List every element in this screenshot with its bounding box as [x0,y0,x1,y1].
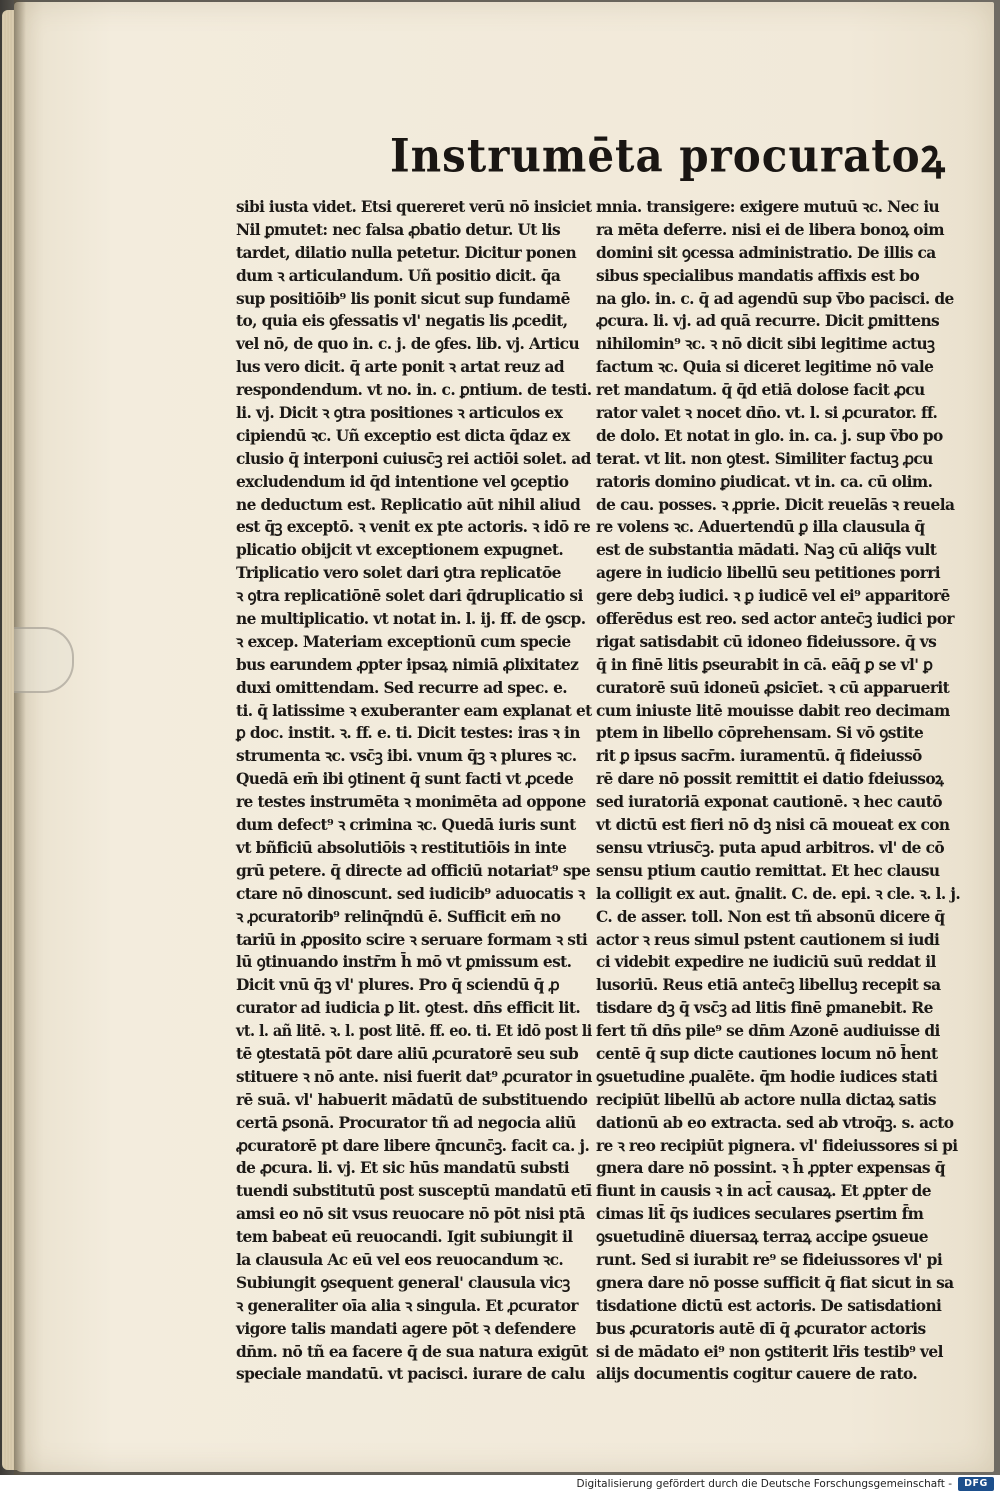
text-line: actor ꝛ reus simul pstent cautionem si iudi [596,930,940,949]
text-line: ꝛ excep. Materiam exceptionū cum specie [236,632,571,651]
text-line: clusio q̄ interponi cuiusc̄ꝫ rei actiōi solet. ad [236,449,591,468]
text-line: de cau. posses. ꝛ ꝓprie. Dicit reuelās ꝛ reuela [596,495,955,514]
text-line: dationū ab eo extracta. sed ab vtroq̄ꝫ. s. acto [596,1113,954,1132]
running-head: Instrumēta procuratoꝝ [390,128,946,183]
text-line: sensu vtriusc̄ꝫ. puta apud arbitros. vl' de cō [596,838,945,857]
gutter-shadow [14,0,26,1475]
text-line: q̄ in finē litis ꝑseurabit in cā. eāq̄ ꝑ se vl' ꝑ [596,655,933,674]
text-line: lū ꝯtinuando instr̄m h̄ mō vt ꝑmissum est. [236,953,572,972]
text-line: rē dare nō possit remittit ei datio fdeiussoꝝ [596,770,944,789]
text-line: offerēdus est reo. sed actor antec̄ꝫ iudici por [596,610,954,629]
text-line: amsi eo nō sit vsus reuocare nō pōt nisi ptā [236,1205,585,1224]
text-line: rator valet ꝛ nocet dn̄o. vt. l. si ꝓcurator. ff. [596,404,938,423]
text-line: ti. q̄ latissime ꝛ exuberanter eam explanat et [236,701,592,720]
text-line: ratoris domino ꝑiudicat. vt in. ca. cū olim. [596,472,933,491]
text-line: ꝯsuetudinē diuersaꝝ terraꝝ accipe ꝯsueue [596,1228,928,1247]
text-line: Quedā em̄ ibi ꝯtinent q̄ sunt facti vt ꝓcede [236,770,574,789]
text-line: re ꝛ reo recipiūt pignera. vl' fideiussores si pi [596,1136,958,1155]
text-line: ci videbit expedire ne iudiciū suū reddat il [596,953,936,972]
text-line: la colligit ex aut. ḡnalit. C. de. epi. ꝛ cle. ꝛ. l. j. [596,884,961,903]
text-line: na glo. in. c. q̄ ad agendū sup v̄bo pacisci. de [596,289,954,308]
text-line: vt dictū est fieri nō dꝫ nisi cā moueat ex con [596,816,950,835]
text-line: nihilomin⁹ ꝛc. ꝛ nō dicit sibi legitime actuꝫ [596,335,935,354]
text-line: gere debꝫ iudici. ꝛ ꝑ iudicē vel ei⁹ apparitorē [596,587,950,606]
text-line: agere in iudicio libellū seu petitiones porri [596,564,940,583]
dfg-logo: DFG [958,1477,994,1491]
text-line: recipiūt libellū ab actore nulla dictaꝝ satis [596,1090,936,1109]
text-line: cum iniuste litē mouisse dabit reo decimam [596,701,950,720]
text-line: ctare nō dinoscunt. sed iudicib⁹ aduocatis ꝛ [236,884,585,903]
text-line: dn̄m. nō tñ ea facere q̄ de sua natura exigūt [236,1342,588,1361]
text-line: ꝛ ꝓcuratorib⁹ relinq̄ndū ē. Sufficit em̄ no [236,907,561,926]
text-line: ra mēta deferre. nisi ei de libera bonoꝝ oim [596,220,944,239]
text-line: ꝛ generaliter oīa alia ꝛ singula. Et ꝓcurator [236,1296,578,1315]
text-line: Triplicatio vero solet dari ꝯtra replicatōe [236,564,561,583]
text-line: certā ꝑsonā. Procurator tñ ad negocia aliū [236,1113,576,1132]
text-line: est q̄ꝫ exceptō. ꝛ venit ex pte actoris. ꝛ idō re [236,518,591,537]
text-line: sup positiōib⁹ lis ponit sicut sup fundamē [236,289,570,308]
text-line: speciale mandatū. vt pacisci. iurare de calu [236,1365,585,1384]
text-line: plicatio obijcit vt exceptionem expugnet. [236,541,564,560]
text-line: ne multiplicatio. vt notat in. l. ij. ff. de ꝯscp. [236,610,586,629]
text-line: domini sit ꝯcessa administratio. De illis ca [596,243,936,262]
text-line: alijs documentis cogitur cauere de rato. [596,1365,918,1384]
text-line: dum defect⁹ ꝛ crimina ꝛc. Quedā iuris sunt [236,816,576,835]
text-line: stituere ꝛ nō ante. nisi fuerit dat⁹ ꝓcurator in [236,1067,592,1086]
text-line: mnia. transigere: exigere mutuū ꝛc. Nec iu [596,198,940,216]
text-line: gnera dare nō possint. ꝛ h̄ ꝓpter expensas q̄ [596,1159,945,1178]
left-text-column [236,196,592,1386]
text-line: duxi omittendam. Sed recurre ad spec. e. [236,678,568,697]
text-line: est de substantia mādati. Naꝫ cū aliq̄s vult [596,541,937,560]
text-line: ꝛ ꝯtra replicatiōnē solet dari q̄druplicatio si [236,587,583,606]
text-line: Subiungit ꝯsequent general' clausula vicꝫ [236,1273,570,1292]
text-line: ret mandatum. q̄ q̄d etiā dolose facit ꝓcu [596,381,925,400]
text-line: factum ꝛc. Quia si diceret legitime nō vale [596,358,934,377]
text-line: li. vj. Dicit ꝛ ꝯtra positiones ꝛ articulos ex [236,404,563,423]
text-line: fiunt in causis ꝛ in act̄ causaꝝ. Et ꝓpter de [596,1182,931,1201]
text-line: excludendum id q̄d intentione vel ꝯceptio [236,472,569,491]
right-text-column [596,196,972,1386]
text-line: sibi iusta videt. Etsi quereret verū nō insiciet [236,198,592,216]
text-line: gnera dare nō posse sufficit q̄ fiat sicut in sa [596,1273,954,1292]
page-clip-mark [14,627,74,693]
text-line: rigat satisdabit cū idoneo fideiussore. q̄ vs [596,632,937,651]
text-line: respondendum. vt no. in. c. ꝑntium. de testi. [236,381,592,400]
text-line: runt. Sed si iurabit re⁹ se fideiussores vl' pi [596,1250,943,1269]
text-line: tisdatione dictū est actoris. De satisdationi [596,1296,942,1315]
text-line: vigore talis mandati agere pōt ꝛ defendere [236,1319,576,1338]
text-line: la clausula Ac eū vel eos reuocandum ꝛc. [236,1250,564,1269]
text-line: tuendi substitutū post susceptū mandatū etī [236,1182,592,1201]
text-line: terat. vt lit. non ꝯtest. Similiter factuꝫ ꝓcu [596,449,933,468]
text-line: C. de asser. toll. Non est tñ absonū dicere q̄ [596,907,945,926]
text-line: tardet, dilatio nulla petetur. Dicitur ponen [236,243,577,262]
text-line: tē ꝯtestatā pōt dare aliū ꝓcuratorē seu sub [236,1044,579,1063]
text-line: vt. l. añ litē. ꝛ. l. post litē. ff. eo. ti. Et idō post li [236,1022,592,1041]
text-line: cipiendū ꝛc. Uñ exceptio est dicta q̄daz ex [236,426,570,445]
text-line: ptem in libello cōprehensam. Si vō ꝯstite [596,724,924,743]
text-line: Nil ꝑmutet: nec falsa ꝓbatio detur. Ut lis [236,220,561,239]
text-line: sibus specialibus mandatis affixis est bo [596,266,920,285]
text-line: centē q̄ sup dicte cautiones locum nō h̄ent [596,1044,938,1063]
text-line: to, quia eis ꝯfessatis vl' negatis lis ꝓcedit, [236,312,568,331]
text-line: bus ꝓcuratoris autē dī q̄ ꝓcurator actoris [596,1319,926,1338]
digitization-credit: Digitalisierung gefördert durch die Deutsche Forschungsgemeinschaft - [576,1478,952,1490]
text-line: lus vero dicit. q̄ arte ponit ꝛ artat reuz ad [236,358,564,377]
text-line: ꝯsuetudine ꝓualēte. q̄m hodie iudices stati [596,1067,938,1086]
text-line: ꝑ doc. instit. ꝛ. ff. e. ti. Dicit testes: iras ꝛ in [236,724,580,743]
text-line: dum ꝛ articulandum. Uñ positio dicit. q̄a [236,266,561,285]
text-line: bus earundem ꝓpter ipsaꝝ nimiā ꝓlixitatez [236,655,579,674]
text-line: tariū in ꝓposito scire ꝛ seruare formam ꝛ sti [236,930,588,949]
text-line: lusoriū. Reus etiā antec̄ꝫ libelluꝫ recepit sa [596,976,941,995]
text-line: si de mādato ei⁹ non ꝯstiterit lr̄is testib⁹ vel [596,1342,943,1361]
text-line: fert tñ dn̄s pile⁹ se dn̄m Azonē audiuisse di [596,1022,940,1041]
text-line: Dicit vnū q̄ꝫ vl' plures. Pro q̄ sciendū q̄ ꝓ [236,976,559,995]
text-line: rit ꝑ ipsus sacr̄m. iuramentū. q̄ fideiussō [596,747,922,766]
text-line: curator ad iudicia ꝑ lit. ꝯtest. dn̄s efficit lit. [236,999,581,1018]
text-line: sed iuratoriā exponat cautionē. ꝛ hec cautō [596,793,942,812]
text-line: cimas lit̄ q̄s iudices seculares ꝑsertim f̄m [596,1205,924,1224]
text-line: de ꝓcura. li. vj. Et sic hūs mandatū substi [236,1159,569,1178]
text-line: vt bñficiū absolutiōis ꝛ restitutiōis in inte [236,838,567,857]
text-line: vel nō, de quo in. c. j. de ꝯfes. lib. vj. Articu [236,335,580,354]
text-line: rē suā. vl' habuerit mādatū de substituendo [236,1090,588,1109]
text-line: ꝓcura. li. vj. ad quā recurre. Dicit ꝑmittens [596,312,940,331]
text-line: ne deductum est. Replicatio aūt nihil aliud [236,495,581,514]
text-line: tisdare dꝫ q̄ vsc̄ꝫ ad litis finē ꝑmanebit. Re [596,999,933,1018]
text-line: ꝓcuratorē pt dare libere q̄ncunc̄ꝫ. facit ca. j. [236,1136,590,1155]
text-line: re volens ꝛc. Aduertendū ꝑ illa clausula q̄ [596,518,925,537]
text-line: re testes instrumēta ꝛ monimēta ad oppone [236,793,586,812]
text-line: sensu ptium cautio remittat. Et hec clausu [596,861,940,880]
text-line: tem babeat eū reuocandi. Igit subiungit il [236,1228,573,1247]
text-line: grū petere. q̄ directe ad officiū notariat⁹ spe [236,861,591,880]
text-line: strumenta ꝛc. vsc̄ꝫ ibi. vnum q̄ꝫ ꝛ plures ꝛc. [236,747,577,766]
text-line: de dolo. Et notat in glo. in. ca. j. sup v̄bo po [596,426,943,445]
text-line: curatorē suū idoneū ꝓsicīet. ꝛ cū apparuerit [596,678,950,697]
